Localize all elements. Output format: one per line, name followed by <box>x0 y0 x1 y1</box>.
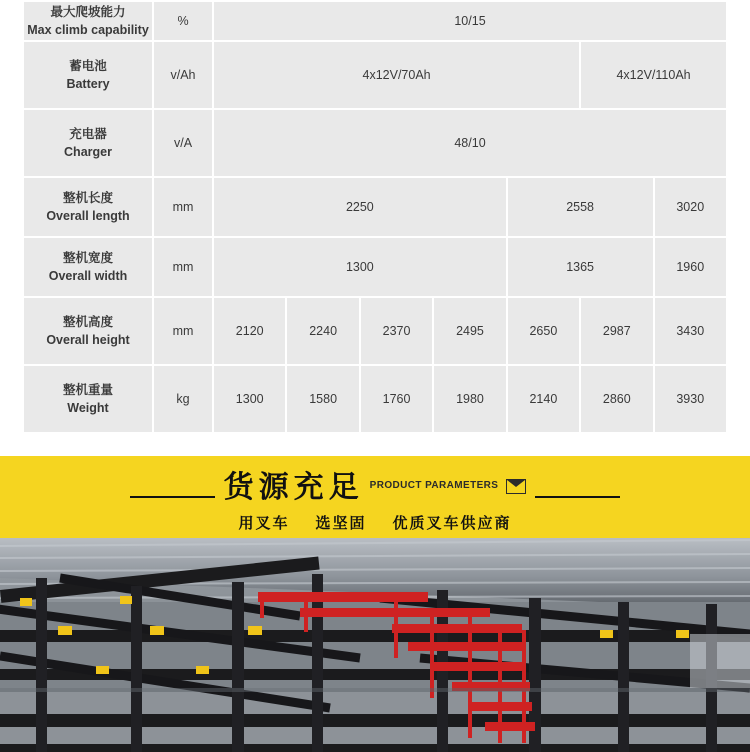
table-row <box>23 109 727 177</box>
table-cell: 10/15 <box>213 1 727 41</box>
table-cell: 4x12V/70Ah <box>213 41 580 109</box>
table-cell: 2240 <box>286 297 359 365</box>
table-cell: 1300 <box>213 365 286 433</box>
row-label-cn: 充电器 <box>69 126 107 141</box>
row-unit: v/A <box>153 109 213 177</box>
banner-headline-row <box>224 462 527 506</box>
table-row <box>23 365 727 433</box>
banner-subtitle-en: PRODUCT PARAMETERS <box>369 480 499 491</box>
banner-title: 货源充足 <box>223 470 364 504</box>
table-cell: 2860 <box>580 365 653 433</box>
row-label-en: Overall height <box>46 333 130 347</box>
table-cell: 2495 <box>433 297 506 365</box>
row-label-en: Charger <box>64 145 112 159</box>
table-row <box>23 41 727 109</box>
row-label-overall-length <box>23 177 153 237</box>
envelope-icon <box>506 479 526 494</box>
banner-tagline-2: 选坚固 <box>315 514 367 532</box>
banner-tagline-1: 用叉车 <box>238 514 290 532</box>
row-label-cn: 整机重量 <box>62 382 113 397</box>
row-label-cn: 整机高度 <box>62 314 113 329</box>
row-unit: mm <box>153 237 213 297</box>
table-cell: 1960 <box>654 237 727 297</box>
table-cell: 3930 <box>654 365 727 433</box>
row-label-charger <box>23 109 153 177</box>
row-unit: % <box>153 1 213 41</box>
row-label-en: Overall length <box>46 209 130 223</box>
table-cell: 2987 <box>580 297 653 365</box>
row-label-en: Battery <box>66 77 110 91</box>
row-label-en: Weight <box>67 401 109 415</box>
specifications-table <box>22 0 728 434</box>
row-label-max-climb <box>23 1 153 41</box>
table-cell: 2370 <box>360 297 433 365</box>
table-cell: 2120 <box>213 297 286 365</box>
table-cell: 1365 <box>507 237 654 297</box>
row-unit: mm <box>153 177 213 237</box>
row-label-cn: 整机长度 <box>62 190 113 205</box>
table-cell: 4x12V/110Ah <box>580 41 727 109</box>
warehouse-photo <box>0 538 750 752</box>
specifications-table-body <box>23 1 727 433</box>
warehouse-photo-graphic <box>0 538 750 752</box>
row-label-cn: 蓄电池 <box>69 58 107 73</box>
table-cell: 3430 <box>654 297 727 365</box>
table-cell: 1580 <box>286 365 359 433</box>
table-row <box>23 177 727 237</box>
row-label-cn: 整机宽度 <box>62 250 113 265</box>
row-label-en: Overall width <box>48 269 128 283</box>
table-cell: 2558 <box>507 177 654 237</box>
table-row <box>23 297 727 365</box>
banner-content <box>0 456 750 538</box>
table-cell: 1760 <box>360 365 433 433</box>
spacer <box>0 434 750 456</box>
row-label-overall-width <box>23 237 153 297</box>
table-cell: 1300 <box>213 237 507 297</box>
table-cell: 2250 <box>213 177 507 237</box>
row-label-cn: 最大爬坡能力 <box>50 4 126 19</box>
table-cell: 48/10 <box>213 109 727 177</box>
banner-tagline-row <box>238 512 511 533</box>
row-label-overall-height <box>23 297 153 365</box>
table-cell: 2650 <box>507 297 580 365</box>
table-row <box>23 237 727 297</box>
table-cell: 1980 <box>433 365 506 433</box>
banner-tagline-3: 优质叉车供应商 <box>392 514 512 532</box>
table-cell: 3020 <box>654 177 727 237</box>
table-cell: 2140 <box>507 365 580 433</box>
row-label-en: Max climb capability <box>27 23 149 37</box>
row-unit: mm <box>153 297 213 365</box>
row-label-weight <box>23 365 153 433</box>
promo-banner <box>0 456 750 538</box>
row-label-battery <box>23 41 153 109</box>
row-unit: v/Ah <box>153 41 213 109</box>
table-row <box>23 1 727 41</box>
row-unit: kg <box>153 365 213 433</box>
